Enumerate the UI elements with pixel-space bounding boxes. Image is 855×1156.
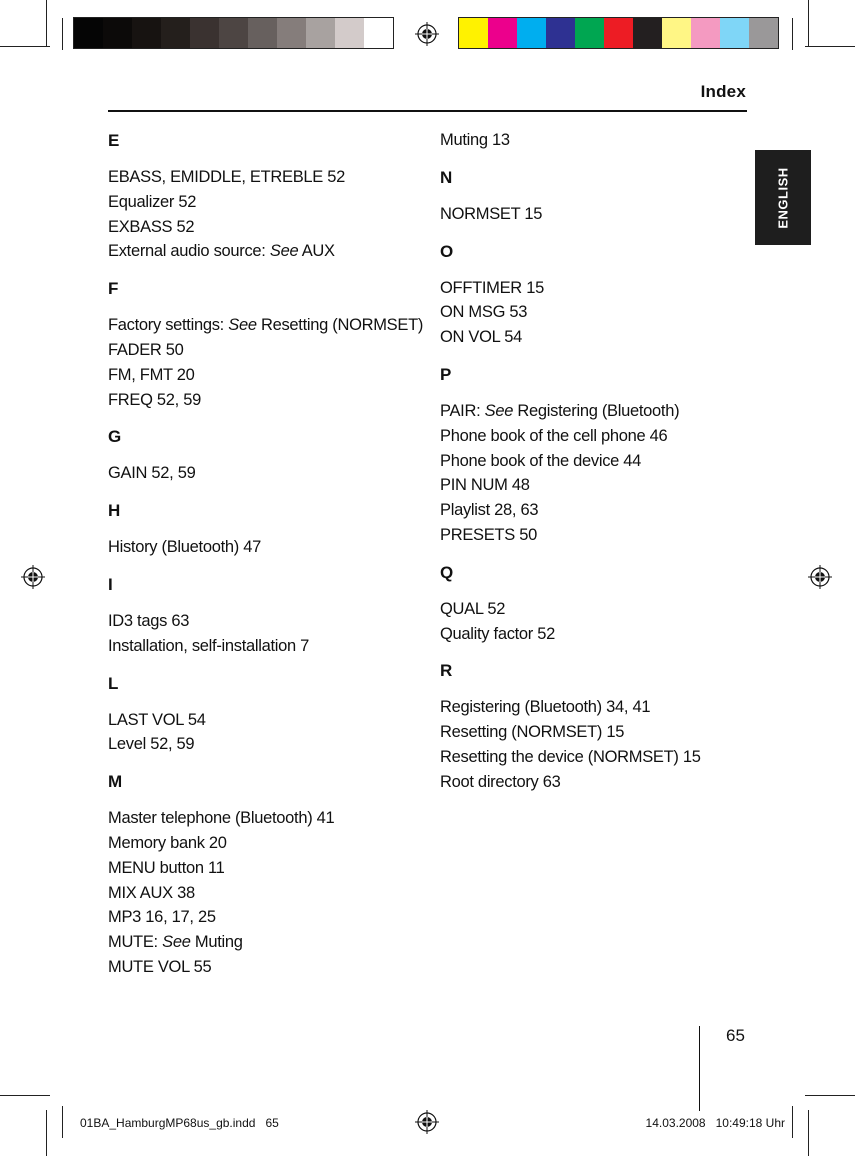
color-swatch	[335, 18, 364, 48]
index-entry-text: ID3 tags 63	[108, 611, 190, 630]
see-target: Resetting (NORMSET)	[256, 316, 424, 335]
index-entry	[440, 473, 760, 498]
index-entry	[440, 720, 760, 745]
crop-mark	[805, 1095, 855, 1096]
index-entry-text: Phone book of the device 44	[440, 451, 642, 470]
color-swatch	[74, 18, 103, 48]
index-entry	[108, 905, 428, 930]
index-entry	[108, 732, 428, 757]
color-swatch	[604, 18, 633, 48]
index-entry-text: Equalizer 52	[108, 192, 197, 211]
print-timestamp: 14.03.2008 10:49:18 Uhr	[645, 1116, 785, 1130]
index-column-right	[440, 128, 760, 807]
color-swatch	[161, 18, 190, 48]
index-entry-text: MUTE VOL 55	[108, 957, 212, 976]
index-section	[108, 276, 428, 412]
index-entry	[440, 325, 760, 350]
see-target: AUX	[298, 242, 335, 261]
index-entry	[440, 745, 760, 770]
color-swatch	[306, 18, 335, 48]
color-swatch	[546, 18, 575, 48]
index-entry	[108, 831, 428, 856]
section-letter: G	[108, 427, 122, 447]
index-section	[108, 769, 428, 980]
color-swatch	[749, 18, 778, 48]
crop-mark	[792, 1106, 793, 1138]
index-entry	[108, 313, 428, 338]
index-entry-text: Factory settings:	[108, 316, 229, 335]
index-entry-text: FREQ 52, 59	[108, 390, 201, 409]
color-swatch	[662, 18, 691, 48]
section-letter: M	[108, 772, 123, 792]
registration-mark-icon	[808, 565, 832, 589]
index-entry	[108, 881, 428, 906]
color-swatch	[132, 18, 161, 48]
section-letter: E	[108, 131, 120, 150]
see-reference: See	[484, 401, 514, 420]
index-entry	[108, 535, 428, 560]
index-entry-text: Installation, self-installation 7	[108, 636, 310, 655]
page-number: 65	[726, 1026, 745, 1045]
index-entry	[440, 498, 760, 523]
index-entry	[440, 695, 760, 720]
see-target: Muting	[190, 933, 243, 952]
index-entry-text: LAST VOL 54	[108, 710, 206, 729]
index-entry	[108, 388, 428, 413]
index-entry-text: PRESETS 50	[440, 525, 537, 544]
index-entry-text: FM, FMT 20	[108, 365, 195, 384]
index-entry	[440, 597, 760, 622]
see-target: Registering (Bluetooth)	[513, 401, 680, 420]
file-info: 01BA_HamburgMP68us_gb.indd 65	[80, 1116, 279, 1130]
registration-mark-icon	[415, 1110, 439, 1134]
section-letter: P	[440, 364, 452, 384]
index-entry-text: MENU button 11	[108, 858, 225, 877]
index-column-left	[108, 128, 428, 992]
header-divider	[108, 110, 747, 112]
index-entry-text: ON VOL 54	[440, 328, 522, 347]
footer-divider	[699, 1026, 700, 1111]
index-entry-text: GAIN 52, 59	[108, 464, 196, 483]
crop-mark	[0, 46, 50, 47]
index-entry-text: Muting 13	[440, 131, 510, 149]
index-entry-text: NORMSET 15	[440, 204, 543, 223]
index-entry-text: Phone book of the cell phone 46	[440, 426, 668, 445]
color-swatch	[364, 18, 393, 48]
index-entry-text: Quality factor 52	[440, 624, 556, 643]
color-swatch	[575, 18, 604, 48]
index-entry	[440, 128, 760, 153]
index-entry-text: Registering (Bluetooth) 34, 41	[440, 698, 651, 717]
index-entry-text: Level 52, 59	[108, 735, 195, 754]
index-entry-text: PAIR:	[440, 401, 485, 420]
index-entry	[108, 856, 428, 881]
crop-mark	[808, 1110, 809, 1156]
index-entry	[440, 202, 760, 227]
index-entry-text: FADER 50	[108, 340, 184, 359]
index-entry-text: EXBASS 52	[108, 217, 195, 236]
language-tab-label: ENGLISH	[775, 166, 791, 229]
color-swatch	[517, 18, 546, 48]
crop-mark	[46, 0, 47, 46]
process-color-bar	[458, 17, 779, 49]
index-entry-text: OFFTIMER 15	[440, 278, 544, 297]
index-entry-text: Resetting (NORMSET) 15	[440, 723, 625, 742]
index-entry-text: MUTE:	[108, 933, 163, 952]
section-letter: I	[108, 574, 113, 594]
index-entry-text: Resetting the device (NORMSET) 15	[440, 747, 701, 766]
index-entry	[440, 399, 760, 424]
language-tab	[755, 150, 811, 245]
index-entry	[440, 523, 760, 548]
index-section	[440, 658, 760, 794]
index-entry	[108, 338, 428, 363]
section-letter: H	[108, 501, 121, 521]
color-swatch	[190, 18, 219, 48]
index-entry	[108, 634, 428, 659]
color-swatch	[219, 18, 248, 48]
color-swatch	[248, 18, 277, 48]
color-swatch	[488, 18, 517, 48]
index-entry	[108, 190, 428, 215]
index-section	[108, 498, 428, 560]
index-entry	[440, 276, 760, 301]
registration-mark-icon	[415, 22, 439, 46]
index-entry	[440, 449, 760, 474]
index-section	[108, 128, 428, 264]
section-letter: L	[108, 673, 119, 693]
index-entry	[108, 609, 428, 634]
index-entry	[108, 363, 428, 388]
index-entry-text: MP3 16, 17, 25	[108, 908, 216, 927]
index-section	[108, 424, 428, 486]
index-section-continued	[440, 128, 760, 153]
index-entry	[440, 300, 760, 325]
index-section	[440, 165, 760, 227]
index-entry	[108, 955, 428, 980]
index-entry	[440, 770, 760, 795]
color-swatch	[691, 18, 720, 48]
index-entry-text: Playlist 28, 63	[440, 501, 539, 520]
index-entry-text: External audio source:	[108, 242, 270, 261]
crop-mark	[46, 1110, 47, 1156]
index-entry-text: History (Bluetooth) 47	[108, 538, 261, 557]
index-entry	[108, 215, 428, 240]
section-letter: Q	[440, 562, 454, 582]
index-entry	[108, 708, 428, 733]
index-entry	[440, 424, 760, 449]
color-swatch	[633, 18, 662, 48]
index-entry	[108, 806, 428, 831]
crop-mark	[62, 18, 63, 50]
index-section	[108, 671, 428, 758]
index-entry	[108, 461, 428, 486]
index-entry	[108, 239, 428, 264]
index-entry-text: MIX AUX 38	[108, 883, 195, 902]
color-swatch	[103, 18, 132, 48]
see-reference: See	[162, 933, 191, 952]
index-section	[440, 239, 760, 350]
crop-mark	[0, 1095, 50, 1096]
see-reference: See	[269, 242, 299, 261]
crop-mark	[792, 18, 793, 50]
section-letter: N	[440, 167, 453, 187]
crop-mark	[805, 46, 855, 47]
index-section	[108, 572, 428, 659]
index-entry-text: QUAL 52	[440, 599, 506, 618]
registration-mark-icon	[21, 565, 45, 589]
color-swatch	[720, 18, 749, 48]
index-entry-text: Master telephone (Bluetooth) 41	[108, 809, 335, 828]
see-reference: See	[228, 316, 257, 335]
page-title: Index	[700, 82, 746, 101]
index-entry-text: Root directory 63	[440, 772, 561, 791]
color-swatch	[277, 18, 306, 48]
section-letter: O	[440, 241, 454, 261]
index-section	[440, 560, 760, 647]
index-section	[440, 362, 760, 548]
index-entry	[108, 930, 428, 955]
color-swatch	[459, 18, 488, 48]
section-letter: F	[108, 279, 119, 299]
grayscale-color-bar	[73, 17, 394, 49]
crop-mark	[808, 0, 809, 46]
index-entry-text: PIN NUM 48	[440, 476, 530, 495]
index-entry	[440, 622, 760, 647]
index-entry-text: ON MSG 53	[440, 303, 528, 322]
crop-mark	[62, 1106, 63, 1138]
index-entry-text: EBASS, EMIDDLE, ETREBLE 52	[108, 168, 346, 186]
index-entry	[108, 165, 428, 190]
section-letter: R	[440, 661, 453, 681]
index-entry-text: Memory bank 20	[108, 833, 227, 852]
